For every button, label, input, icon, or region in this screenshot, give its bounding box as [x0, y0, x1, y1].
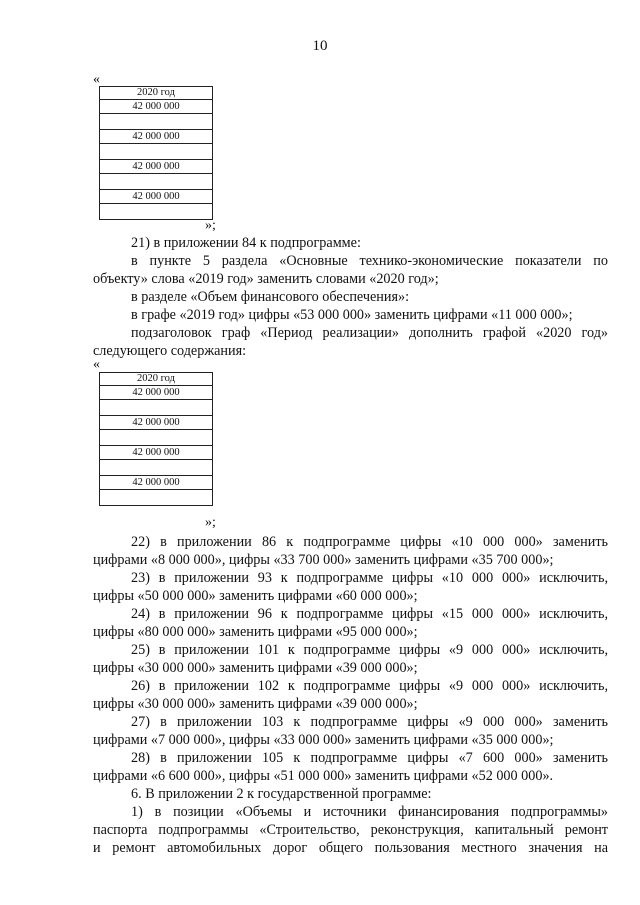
- amendment-table-2: [99, 372, 213, 506]
- table-cell-empty: [100, 144, 213, 160]
- text-line: 24) в приложении 96 к подпрограмме цифры «15 000 000» исключить,: [131, 606, 608, 622]
- text-line: цифрами «8 000 000», цифры «33 700 000» заменить цифрами «35 700 000»;: [93, 552, 554, 568]
- amendment-table-1: [99, 86, 213, 220]
- text-line: следующего содержания:: [93, 343, 247, 359]
- text-line: 6. В приложении 2 к государственной программе:: [131, 786, 432, 802]
- text-line: 25) в приложении 101 к подпрограмме цифры «9 000 000» исключить,: [131, 642, 608, 658]
- table-cell: 42 000 000: [100, 130, 213, 144]
- text-line: цифры «30 000 000» заменить цифрами «39 000 000»;: [93, 696, 418, 712]
- table-cell-empty: [100, 114, 213, 130]
- table-cell: 42 000 000: [100, 100, 213, 114]
- table-cell-empty: [100, 174, 213, 190]
- text-block-2: [93, 533, 608, 857]
- table-header: 2020 год: [100, 87, 213, 100]
- text-line: 27) в приложении 103 к подпрограмме цифры «9 000 000» заменить: [131, 714, 608, 730]
- table-cell-empty: [100, 204, 213, 220]
- text-line: цифры «50 000 000» заменить цифрами «60 000 000»;: [93, 588, 418, 604]
- text-line: цифры «30 000 000» заменить цифрами «39 000 000»;: [93, 660, 418, 676]
- table-cell-empty: [100, 400, 213, 416]
- text-line: цифрами «7 000 000», цифры «33 000 000» заменить цифрами «35 000 000»;: [93, 732, 554, 748]
- text-line: цифрами «6 600 000», цифры «51 000 000» заменить цифрами «52 000 000».: [93, 768, 554, 784]
- text-line: в разделе «Объем финансового обеспечения»:: [131, 289, 410, 305]
- text-line: объекту» слова «2019 год» заменить словами «2020 год»;: [93, 271, 439, 287]
- table-cell-empty: [100, 490, 213, 506]
- table-cell: 42 000 000: [100, 416, 213, 430]
- quote-close-1: »;: [205, 218, 216, 233]
- text-line: 1) в позиции «Объемы и источники финансирования подпрограммы»: [131, 804, 608, 820]
- table-cell: 42 000 000: [100, 446, 213, 460]
- table-cell: 42 000 000: [100, 160, 213, 174]
- text-line: цифры «80 000 000» заменить цифрами «95 000 000»;: [93, 624, 418, 640]
- text-line: 21) в приложении 84 к подпрограмме:: [131, 235, 361, 251]
- table-cell: 42 000 000: [100, 190, 213, 204]
- text-line: в графе «2019 год» цифры «53 000 000» заменить цифрами «11 000 000»;: [131, 307, 573, 323]
- text-line: 28) в приложении 105 к подпрограмме цифры «7 600 000» заменить: [131, 750, 608, 766]
- table-header: 2020 год: [100, 373, 213, 386]
- quote-open-1: «: [93, 72, 100, 87]
- table-cell: 42 000 000: [100, 386, 213, 400]
- page-number: 10: [312, 38, 328, 54]
- quote-open-2: «: [93, 357, 100, 372]
- text-line: 26) в приложении 102 к подпрограмме цифры «9 000 000» исключить,: [131, 678, 608, 694]
- text-line: подзаголовок граф «Период реализации» дополнить графой «2020 год»: [131, 325, 608, 341]
- text-line: в пункте 5 раздела «Основные технико-экономические показатели по: [131, 253, 608, 269]
- text-block-1: [93, 234, 608, 360]
- text-line: 22) в приложении 86 к подпрограмме цифры «10 000 000» заменить: [131, 534, 608, 550]
- table-cell: 42 000 000: [100, 476, 213, 490]
- text-line: и ремонт автомобильных дорог общего пользования местного значения на: [93, 840, 608, 856]
- text-line: 23) в приложении 93 к подпрограмме цифры «10 000 000» исключить,: [131, 570, 608, 586]
- table-cell-empty: [100, 430, 213, 446]
- quote-close-2: »;: [205, 515, 216, 530]
- table-cell-empty: [100, 460, 213, 476]
- text-line: паспорта подпрограммы «Строительство, реконструкция, капитальный ремонт: [93, 822, 608, 838]
